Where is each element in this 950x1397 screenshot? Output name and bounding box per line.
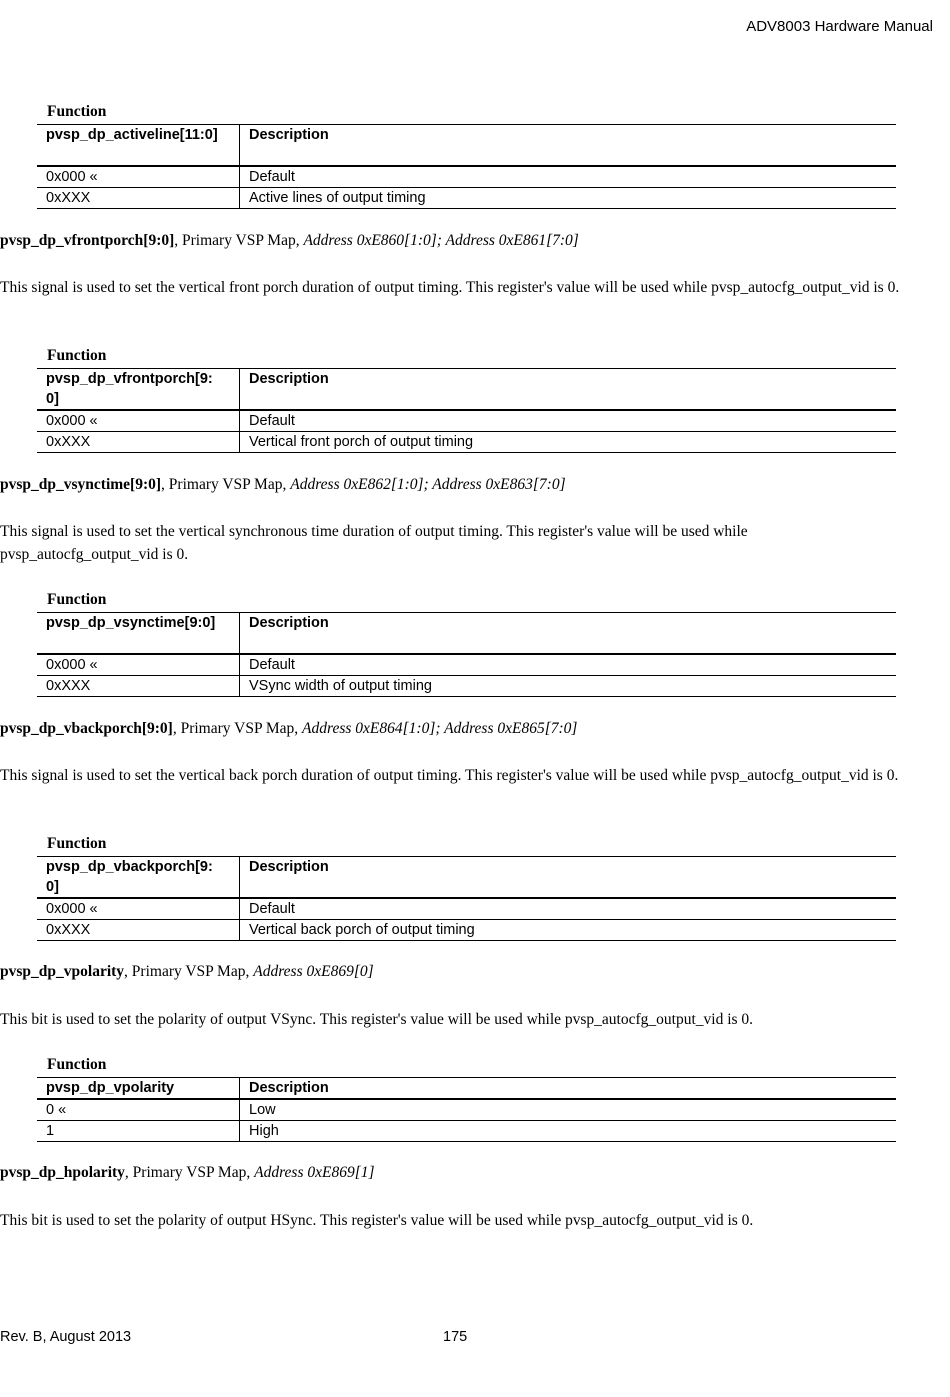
table-cell-value: 0xXXX	[37, 432, 240, 453]
signal-address: Address 0xE862[1:0]; Address 0xE863[7:0]	[290, 476, 566, 493]
signal-description: This bit is used to set the polarity of output HSync. This register's value will be used while pvsp_autocfg_output_vid is 0.	[0, 1212, 754, 1229]
table-row	[37, 654, 896, 676]
table-cell-value: 0xXXX	[37, 676, 240, 697]
signal-map: , Primary VSP Map,	[124, 963, 254, 980]
table-col2-header: Description	[240, 613, 897, 655]
signal-description: This signal is used to set the vertical front porch duration of output timing. This register's value will be used while pvsp_autocfg_output_vid is 0.	[0, 279, 900, 296]
table-cell-description: VSync width of output timing	[240, 676, 897, 697]
function-label: Function	[47, 591, 107, 608]
signal-name: pvsp_dp_vsynctime[9:0]	[0, 476, 162, 493]
table-cell-value: 0 «	[37, 1099, 240, 1121]
table-row	[37, 676, 896, 697]
signal-map: , Primary VSP Map,	[161, 476, 291, 493]
table-cell-description: Default	[240, 410, 897, 432]
register-table	[37, 368, 896, 453]
table-row	[37, 188, 896, 209]
table-cell-value: 0x000 «	[37, 166, 240, 188]
signal-address: Address 0xE869[1]	[254, 1164, 375, 1181]
table-row	[37, 166, 896, 188]
table-col2-header: Description	[240, 857, 897, 899]
table-row	[37, 410, 896, 432]
table-cell-description: Default	[240, 898, 897, 920]
signal-name: pvsp_dp_hpolarity	[0, 1164, 125, 1181]
function-label: Function	[47, 1056, 107, 1073]
signal-map: , Primary VSP Map,	[172, 720, 303, 737]
function-label: Function	[47, 835, 107, 852]
table-cell-description: Vertical front porch of output timing	[240, 432, 897, 453]
signal-description: This bit is used to set the polarity of output VSync. This register's value will be used while pvsp_autocfg_output_vid is 0.	[0, 1011, 754, 1028]
table-cell-description: High	[240, 1121, 897, 1142]
signal-heading	[0, 720, 577, 738]
function-label: Function	[47, 347, 107, 364]
signal-address: Address 0xE860[1:0]; Address 0xE861[7:0]	[303, 232, 579, 249]
signal-heading	[0, 1164, 375, 1182]
table-cell-value: 0xXXX	[37, 188, 240, 209]
table-col2-header: Description	[240, 369, 897, 411]
register-table	[37, 856, 896, 941]
table-row	[37, 1121, 896, 1142]
signal-heading	[0, 476, 566, 494]
signal-map: , Primary VSP Map,	[124, 1164, 255, 1181]
table-cell-value: 0x000 «	[37, 898, 240, 920]
register-table	[37, 124, 896, 209]
register-table	[37, 1077, 896, 1142]
table-row	[37, 432, 896, 453]
table-cell-description: Active lines of output timing	[240, 188, 897, 209]
signal-map: , Primary VSP Map,	[174, 232, 304, 249]
table-cell-description: Vertical back porch of output timing	[240, 920, 897, 941]
table-cell-description: Default	[240, 654, 897, 676]
table-cell-value: 1	[37, 1121, 240, 1142]
table-col2-header: Description	[240, 125, 897, 167]
table-col1-header: pvsp_dp_activeline[11:0]	[37, 125, 240, 167]
table-col1-header: pvsp_dp_vfrontporch[9:0]	[37, 369, 240, 411]
table-row	[37, 898, 896, 920]
signal-name: pvsp_dp_vpolarity	[0, 963, 125, 980]
table-row	[37, 1099, 896, 1121]
table-col1-header: pvsp_dp_vpolarity	[37, 1078, 240, 1100]
page-header-title: ADV8003 Hardware Manual	[746, 18, 933, 35]
table-cell-value: 0x000 «	[37, 654, 240, 676]
table-cell-description: Low	[240, 1099, 897, 1121]
signal-description: This signal is used to set the vertical synchronous time duration of output timing. This register's value will be used while pvsp_autocfg_output_vid is 0.	[0, 523, 748, 563]
signal-heading	[0, 232, 579, 250]
table-col1-header: pvsp_dp_vbackporch[9:0]	[37, 857, 240, 899]
table-row	[37, 920, 896, 941]
signal-name: pvsp_dp_vbackporch[9:0]	[0, 720, 173, 737]
table-cell-value: 0x000 «	[37, 410, 240, 432]
footer-revision: Rev. B, August 2013	[0, 1329, 132, 1345]
signal-heading	[0, 963, 374, 981]
table-col2-header: Description	[240, 1078, 897, 1100]
table-col1-header: pvsp_dp_vsynctime[9:0]	[37, 613, 240, 655]
register-table	[37, 612, 896, 697]
table-cell-description: Default	[240, 166, 897, 188]
signal-name: pvsp_dp_vfrontporch[9:0]	[0, 232, 175, 249]
function-label: Function	[47, 103, 107, 120]
signal-address: Address 0xE864[1:0]; Address 0xE865[7:0]	[302, 720, 578, 737]
signal-address: Address 0xE869[0]	[253, 963, 374, 980]
signal-description: This signal is used to set the vertical back porch duration of output timing. This register's value will be used while pvsp_autocfg_output_vid is 0.	[0, 767, 899, 784]
table-cell-value: 0xXXX	[37, 920, 240, 941]
footer-page-number: 175	[443, 1329, 468, 1345]
